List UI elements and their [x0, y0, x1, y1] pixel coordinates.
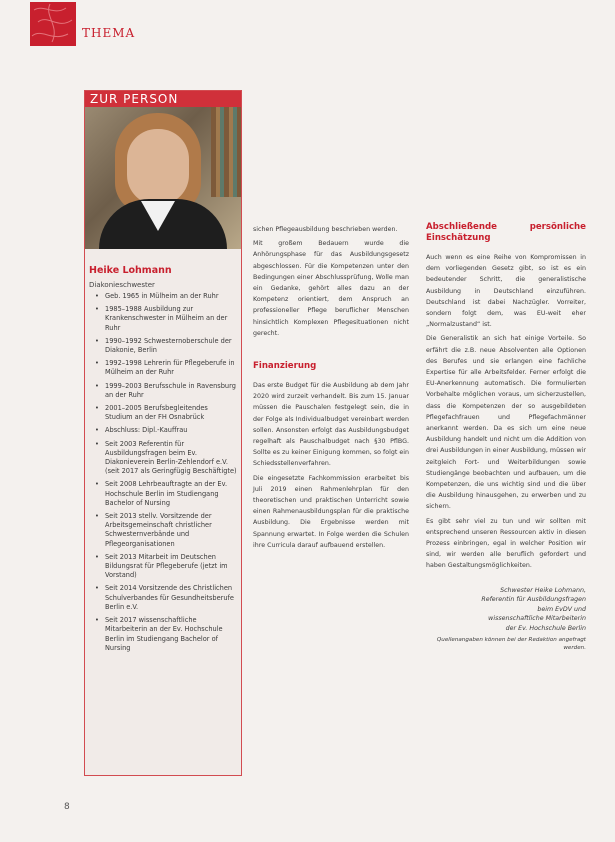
biography-item: • Seit 2017 wissenschaftliche Mitarbeiterin an der Ev. Hochschule Berlin im Studiengang Bachelor of Nursing	[89, 616, 237, 653]
article-paragraph: Das erste Budget für die Ausbildung ab dem Jahr 2020 wird zurzeit verhandelt. Bis zum 15. Januar müssen die Pauschalen festgelegt sein, die in der Folge als Individualbudget vereinbart werden sollen. Ansonsten erfolgt das Ausbildungsbudget regelhaft als Pauschalbudget nach §30 PflBG. Sollte es zu keiner Einigung kommen, so folgt ein Schiedsstellenverfahren.	[253, 382, 409, 468]
article-column-right	[426, 222, 586, 652]
person-role: Diakonieschwester	[89, 281, 155, 289]
page-number: 8	[64, 802, 70, 812]
corner-ornament	[30, 2, 76, 46]
signature-line: beim EvDV und	[537, 605, 586, 613]
biography-item: • 1999–2003 Berufsschule in Ravensburg an der Ruhr	[89, 382, 237, 400]
biography-item: • 1990–1992 Schwesternoberschule der Diakonie, Berlin	[89, 337, 237, 355]
bookshelf-background	[211, 107, 241, 197]
biography-item: • 1985–1988 Ausbildung zur Krankenschwester in Mülheim an der Ruhr	[89, 305, 237, 333]
article-paragraph: Auch wenn es eine Reihe von Kompromissen in dem vorliegenden Gesetz gibt, so ist es ein bedeutender Schritt, die generalistische Ausbildung in Deutschland einzuführen. Deutschland ist dabei Nachzügler. Vorreiter, sondern folgt dem, was EU-weit eher „Normalzustand“ ist.	[426, 254, 586, 329]
biography-item: • Geb. 1965 in Mülheim an der Ruhr	[89, 292, 237, 301]
biography-item: • Seit 2013 stellv. Vorsitzende der Arbeitsgemeinschaft christlicher Schwesternverbände und Pflegeorganisationen	[89, 512, 237, 549]
article-column-middle	[253, 224, 409, 554]
person-name: Heike Lohmann	[89, 265, 172, 276]
article-paragraph: Die eingesetzte Fachkommission erarbeitet bis Juli 2019 einen Rahmenlehrplan für den theoretischen und praktischen Unterricht sowie einen Rahmenausbildungsplan für die praktische Ausbildung. Die Ergebnisse werden mit Spannung erwartet. In Folge werden die Schulen ihre Curricula darauf aufbauend erstellen.	[253, 474, 409, 549]
section-label: THEMA	[82, 26, 136, 40]
biography-item: • Abschluss: Dipl.-Kauffrau	[89, 426, 237, 435]
article-paragraph: Die Generalistik an sich hat einige Vorteile. So erfährt die z.B. neue Absolventen alle Optionen des Berufes und sie erlangen eine fachliche Expertise für alle Arbeitsfelder. Ferner erfolgt die EU-Anerkennung automatisch. Die formulierten Vorbehalte möglichen voraus, um sicherzustellen, dass die Kompetenzen der so ausgebildeten Pflegefachfrauen und Pflegefachmänner anerkannt werden. Da es sich um eine neue Ausbildung handelt und nicht um die Addition von drei Ausbildungen in einer Ausbildung, müssen wir zeitgleich Fort- und Weiterbildungen sowie Studiengänge beobachten und aufbauen, um die Kompetenzen, die uns wichtig sind und die über die Ausbildung hinausgehen, zu erwerben und zu sichern.	[426, 335, 586, 511]
biography-item: • 2001–2005 Berufsbegleitendes Studium an der FH Osnabrück	[89, 404, 237, 422]
biography-item: • Seit 2003 Referentin für Ausbildungsfragen beim Ev. Diakonieverein Berlin-Zehlendorf e.V. (seit 2017 als Geringfügig Beschäftigte)	[89, 440, 237, 477]
author-signature	[426, 586, 586, 653]
signature-line: der Ev. Hochschule Berlin	[505, 624, 586, 632]
sources-note: Quellenangaben können bei der Redaktion angefragt werden.	[436, 637, 586, 652]
signature-line: Referentin für Ausbildungsfragen	[481, 596, 586, 604]
article-paragraph: sichen Pflegeausbildung beschrieben werden.	[253, 226, 398, 233]
biography-item: • Seit 2014 Vorsitzende des Christlichen Schulverbandes für Gesundheitsberufe Berlin e.V.	[89, 584, 237, 612]
biography-item: • 1992–1998 Lehrerin für Pflegeberufe in Mülheim an der Ruhr	[89, 359, 237, 377]
biography-list	[85, 292, 241, 653]
article-paragraph: Mit großem Bedauern wurde die Anhörungsphase für das Ausbildungsgesetz abgeschlossen. Für die Kompetenzen unter den Bedingungen einer Abschlussprüfung, Wolle man ein Gedanke, gehört alles dazu an der Kompetenz orientiert, dem Anspruch an professioneller Pflege beruflicher Menschen hinsichtlich Komplexen Pflegesituationen nicht gerecht.	[253, 240, 409, 337]
signature-line: Schwester Heike Lohmann,	[500, 586, 586, 594]
heading-financing: Finanzierung	[253, 361, 317, 372]
person-sidebar	[84, 90, 242, 776]
sidebar-heading: ZUR PERSON	[85, 91, 241, 107]
biography-item: • Seit 2008 Lehrbeauftragte an der Ev. Hochschule Berlin im Studiengang Bachelor of Nursing	[89, 480, 237, 508]
biography-item: • Seit 2013 Mitarbeit im Deutschen Bildungsrat für Pflegeberufe (jetzt im Vorstand)	[89, 553, 237, 581]
signature-line: wissenschaftliche Mitarbeiterin	[488, 615, 586, 623]
heading-conclusion: Abschließende persönliche Einschätzung	[426, 222, 586, 243]
portrait-face	[127, 129, 189, 205]
ornament-icon	[30, 2, 76, 46]
article-paragraph: Es gibt sehr viel zu tun und wir sollten mit entsprechend unseren Ressourcen aktiv in diesen Prozess einbringen, egal in welcher Position wir sind, wir werden alle beruflich gefordert und haben Gestaltungsmöglichkeiten.	[426, 517, 586, 570]
portrait-photo	[85, 107, 241, 249]
